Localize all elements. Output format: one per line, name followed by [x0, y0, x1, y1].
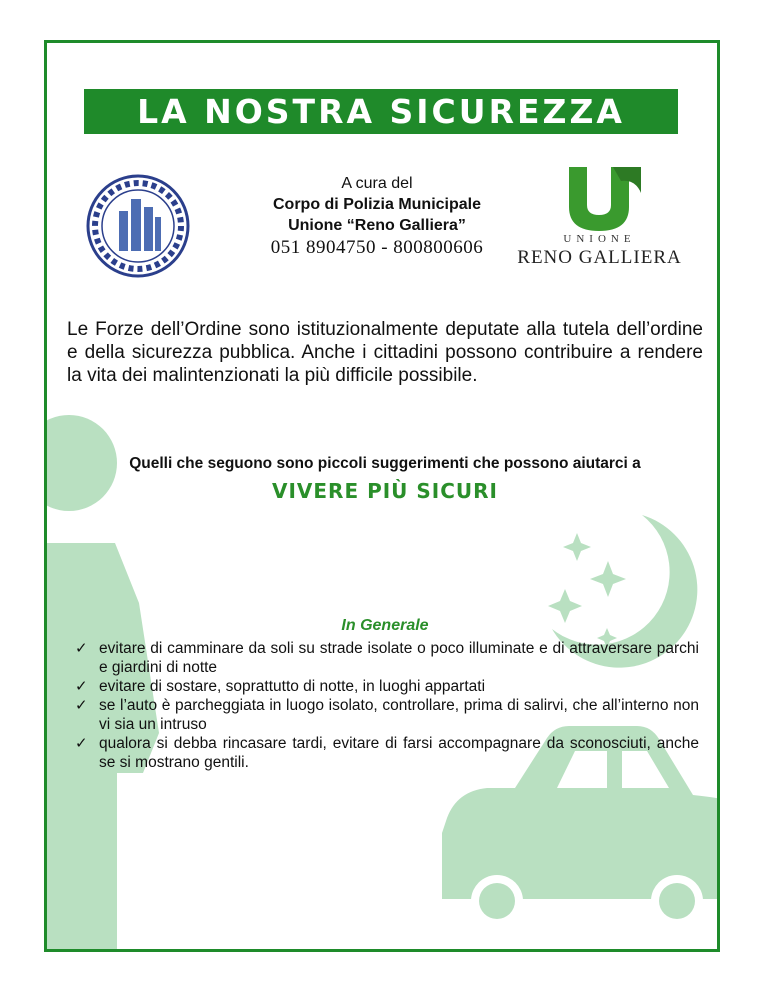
logo-union-text: UNIONE	[563, 233, 636, 245]
highlight-heading: VIVERE PIÙ SICURI	[272, 479, 498, 503]
credit-department: Corpo di Polizia Municipale	[272, 196, 481, 213]
flyer-frame	[44, 40, 720, 952]
advice-list	[75, 639, 699, 772]
reno-galliera-logo	[517, 163, 682, 268]
list-item	[75, 677, 699, 696]
checkmark-icon: ✓	[75, 734, 88, 752]
union-u-logo-icon	[517, 163, 682, 233]
list-item-text: se l’auto è parcheggiata in luogo isolato, controllare, prima di salirvi, che all’interno non vi sia un intruso	[99, 697, 699, 733]
police-emblem-logo	[83, 171, 193, 286]
list-item	[75, 734, 699, 772]
list-item-text: evitare di sostare, soprattutto di notte, in luoghi appartati	[99, 678, 486, 695]
list-item-text: evitare di camminare da soli su strade isolate o poco illuminate e di attraversare parchi e giardini di notte	[99, 640, 699, 676]
checkmark-icon: ✓	[75, 639, 88, 657]
police-emblem-icon	[83, 171, 193, 281]
section-title: In Generale	[341, 617, 429, 634]
suggestions-heading: Quelli che seguono sono piccoli suggerimenti che possono aiutarci a	[129, 455, 641, 472]
page-title: LA NOSTRA SICUREZZA	[137, 92, 625, 131]
title-banner	[84, 89, 678, 134]
phone-numbers: 051 8904750 - 800800606	[270, 237, 484, 258]
checkmark-icon: ✓	[75, 696, 88, 714]
car-wheel-shape	[479, 883, 515, 919]
checkmark-icon: ✓	[75, 677, 88, 695]
list-item	[75, 696, 699, 734]
intro-paragraph: Le Forze dell’Ordine sono istituzionalmente deputate alla tutela dell’ordine e della sicurezza pubblica. Anche i cittadini possono contribuire a rendere la vita dei malintenzionati la più difficile possibile.	[67, 319, 703, 386]
list-item	[75, 639, 699, 677]
list-item-text: qualora si debba rincasare tardi, evitare di farsi accompagnare da sconosciuti, anche se si mostrano gentili.	[99, 735, 699, 771]
header-credits	[237, 173, 517, 259]
credit-union: Unione “Reno Galliera”	[288, 217, 466, 234]
car-wheel-shape	[659, 883, 695, 919]
credit-intro: A cura del	[341, 175, 413, 192]
logo-brand-text: RENO GALLIERA	[517, 247, 682, 268]
